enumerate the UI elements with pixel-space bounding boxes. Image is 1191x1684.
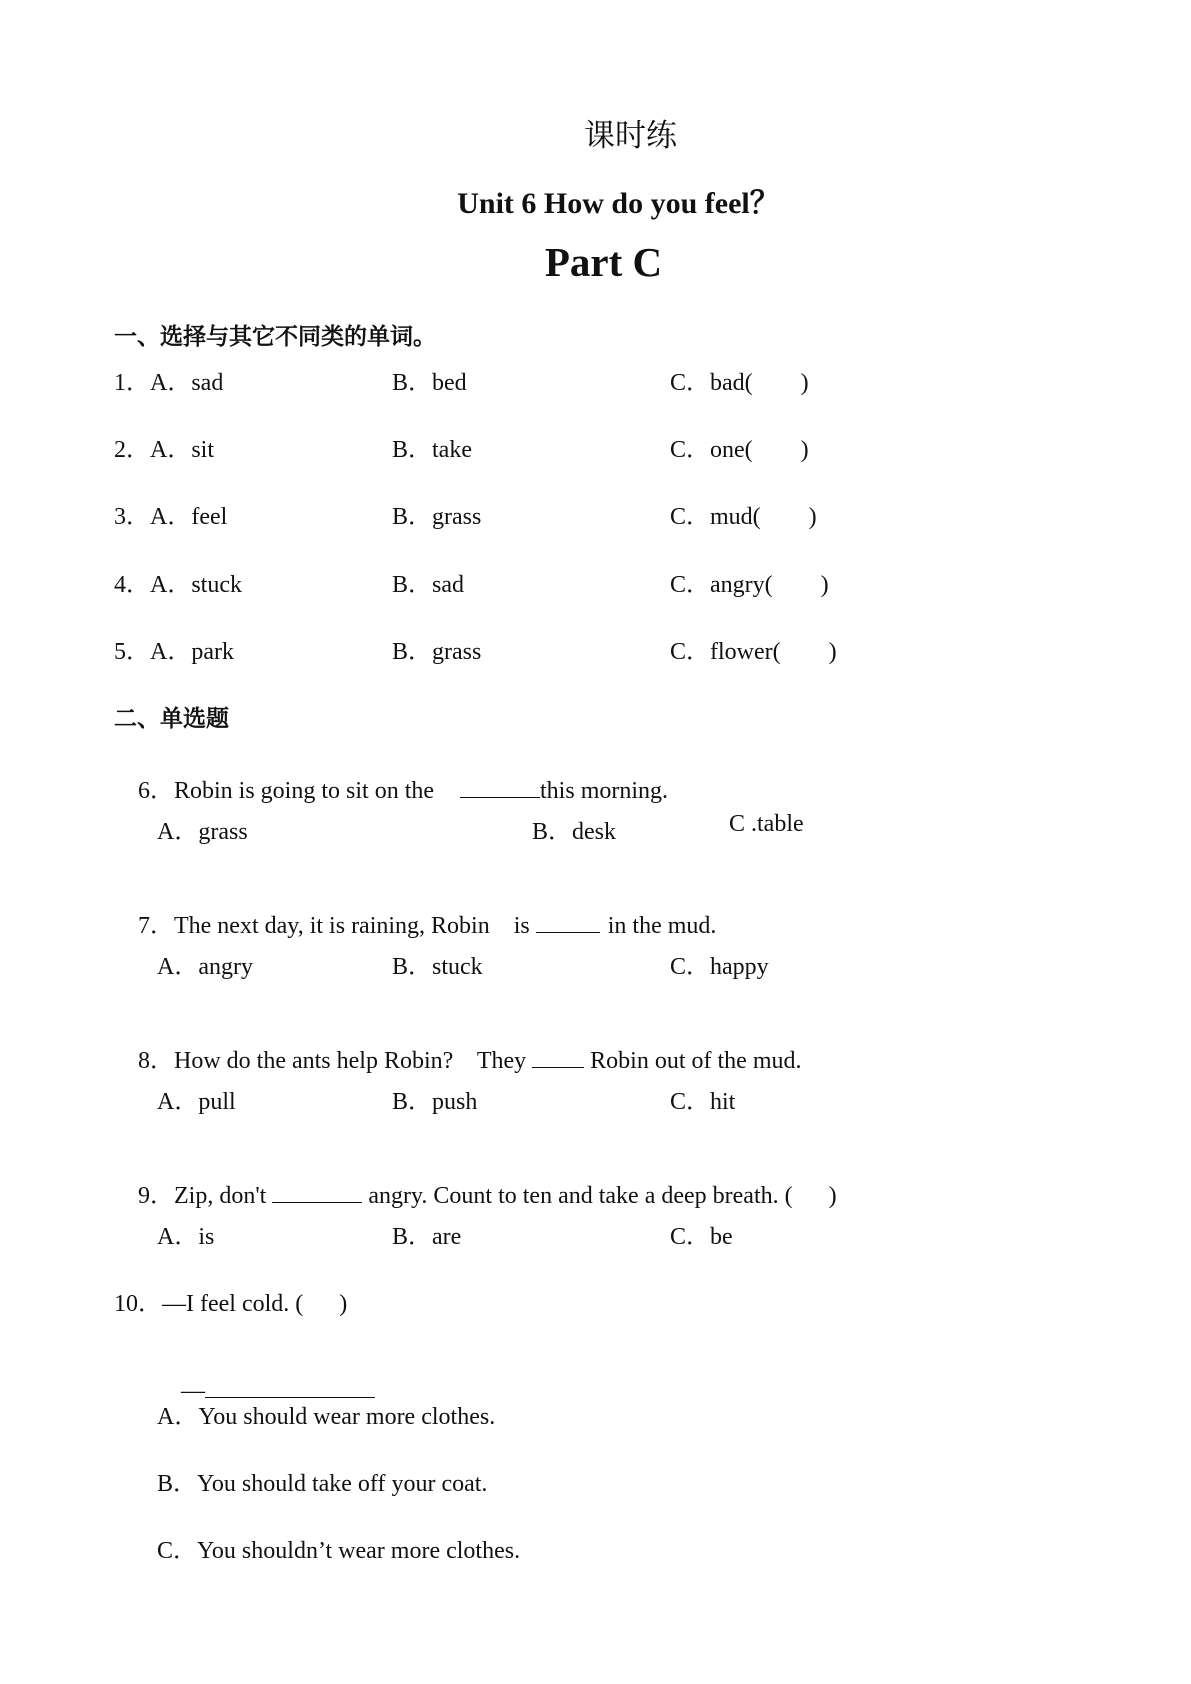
q7-option-a: A．angry	[157, 954, 253, 980]
q10-option-b: B．You should take off your coat.	[157, 1471, 488, 1497]
q10-option-a: A．You should wear more clothes.	[157, 1404, 496, 1430]
q8-option-a: A．pull	[157, 1089, 236, 1115]
part-title: Part C	[544, 239, 663, 285]
q2-option-c: C．one( )	[670, 437, 809, 463]
q9-option-a: A．is	[157, 1224, 215, 1250]
q8-stem-start: 8．How do the ants help Robin? They	[138, 1048, 527, 1074]
q9-stem-start: 9．Zip, don't	[138, 1183, 267, 1209]
q6-option-b: B．desk	[532, 819, 616, 845]
q10-dash: —	[181, 1378, 205, 1404]
worksheet-title: 课时练	[584, 118, 677, 154]
q2-option-a: 2．A．sit	[114, 437, 215, 463]
q10-option-c: C．You shouldn’t wear more clothes.	[157, 1538, 521, 1564]
section-2-heading: 二、单选题	[114, 706, 229, 732]
q6-answer-blank[interactable]	[460, 777, 540, 798]
q10-answer-blank[interactable]	[205, 1377, 375, 1398]
q7-answer-blank[interactable]	[536, 912, 600, 933]
q9-option-c: C．be	[670, 1224, 733, 1250]
q8-stem-end: Robin out of the mud.	[590, 1048, 802, 1074]
q9-option-b: B．are	[392, 1224, 462, 1250]
q9-answer-blank[interactable]	[272, 1182, 362, 1203]
q3-option-b: B．grass	[392, 504, 482, 530]
q6-option-a: A．grass	[157, 819, 248, 845]
q6-option-c: C .table	[729, 811, 804, 837]
q3-option-a: 3．A．feel	[114, 504, 228, 530]
q4-option-b: B．sad	[392, 572, 464, 598]
q7-stem-start: 7．The next day, it is raining, Robin is	[138, 913, 530, 939]
section-1-heading: 一、选择与其它不同类的单词。	[114, 324, 436, 350]
q3-option-c: C．mud( )	[670, 504, 817, 530]
q2-option-b: B．take	[392, 437, 472, 463]
q1-option-b: B．bed	[392, 370, 467, 396]
unit-title: Unit 6 How do you feel？	[457, 187, 780, 220]
q7-option-b: B．stuck	[392, 954, 483, 980]
q5-option-b: B．grass	[392, 639, 482, 665]
q8-answer-blank[interactable]	[532, 1047, 584, 1068]
q4-option-c: C．angry( )	[670, 572, 829, 598]
q10-stem: 10．—I feel cold. ( )	[114, 1291, 348, 1317]
q8-option-c: C．hit	[670, 1089, 736, 1115]
q7-option-c: C．happy	[670, 954, 769, 980]
q6-stem-start: 6．Robin is going to sit on the	[138, 778, 435, 804]
q5-option-a: 5．A．park	[114, 639, 234, 665]
q9-stem-end: angry. Count to ten and take a deep breath. ( )	[368, 1183, 837, 1209]
q7-stem-end: in the mud.	[607, 913, 717, 939]
q4-option-a: 4．A．stuck	[114, 572, 242, 598]
q5-option-c: C．flower( )	[670, 639, 837, 665]
q1-option-a: 1．A．sad	[114, 370, 224, 396]
q6-stem-end: this morning.	[540, 778, 669, 804]
q1-option-c: C．bad( )	[670, 370, 809, 396]
q8-option-b: B．push	[392, 1089, 478, 1115]
